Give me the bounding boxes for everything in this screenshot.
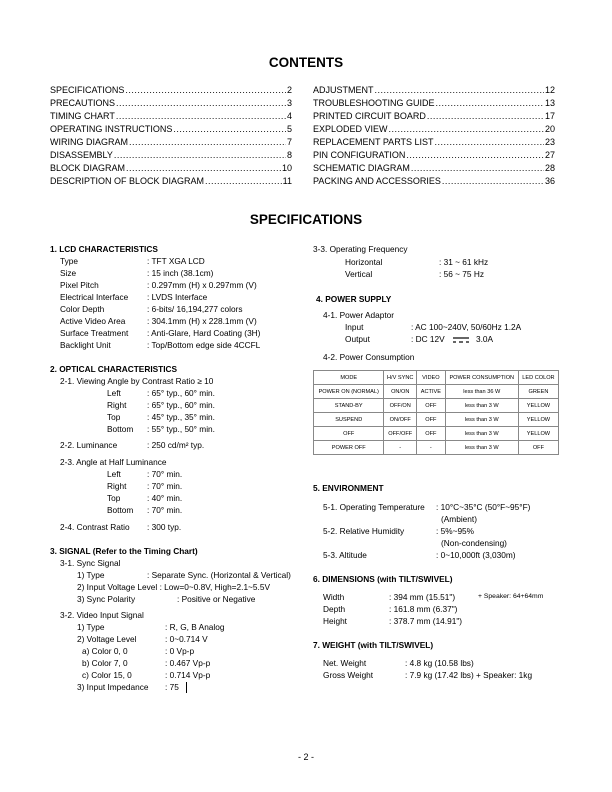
table-cell: GREEN — [518, 385, 558, 399]
toc-entry[interactable]: EXPLODED VIEW ..... 20 — [313, 124, 555, 137]
spec-key: 5-1. Operating Temperature — [323, 502, 425, 512]
spec-title: SPECIFICATIONS — [249, 212, 363, 227]
toc-entry[interactable]: SPECIFICATIONS ..... 2 — [50, 85, 292, 98]
spec-value: : 300 typ. — [147, 522, 182, 532]
spec-value: : 0~0.714 V — [165, 634, 208, 644]
spec-value: : 161.8 mm (6.37") — [389, 604, 458, 614]
spec-key: 5-2. Relative Humidity — [323, 526, 405, 536]
toc-entry[interactable]: PRECAUTIONS ..... 3 — [50, 98, 292, 111]
spec-value: : 65° typ., 60° min. — [147, 388, 215, 398]
table-cell: POWER ON (NORMAL) — [314, 385, 384, 399]
table-cell: less than 3 W — [445, 413, 518, 427]
spec-value: (Non-condensing) — [441, 538, 507, 548]
spec-value: : TFT XGA LCD — [147, 256, 205, 266]
toc-entry[interactable]: TROUBLESHOOTING GUIDE ..... 13 — [313, 98, 555, 111]
table-cell: OFF — [314, 427, 384, 441]
table-cell: SUSPEND — [314, 413, 384, 427]
spec-key: 3) Input Impedance — [77, 682, 149, 692]
toc-entry[interactable]: ADJUSTMENT ..... 12 — [313, 85, 555, 98]
sync-signal-label: 3-1. Sync Signal — [60, 558, 121, 568]
spec-key: c) Color 15, 0 — [82, 670, 132, 680]
toc-entry[interactable]: DESCRIPTION OF BLOCK DIAGRAM ..... 11 — [50, 176, 292, 189]
toc-entry[interactable]: WIRING DIAGRAM ..... 7 — [50, 137, 292, 150]
table-cell: POWER OFF — [314, 441, 384, 455]
spec-value: : 75 — [165, 682, 179, 692]
spec-value: : 304.1mm (H) x 228.1mm (V) — [147, 316, 257, 326]
table-cell: less than 3 W — [445, 399, 518, 413]
toc-entry[interactable]: OPERATING INSTRUCTIONS ..... 5 — [50, 124, 292, 137]
spec-value: : 10°C~35°C (50°F~95°F) — [436, 502, 531, 512]
spec-value: : 7.9 kg (17.42 lbs) + Speaker: 1kg — [405, 670, 533, 680]
adaptor-label: 4-1. Power Adaptor — [323, 310, 395, 320]
spec-key: Depth — [323, 604, 346, 614]
table-cell: OFF/OFF — [384, 427, 417, 441]
toc-entry[interactable]: SCHEMATIC DIAGRAM ..... 28 — [313, 163, 555, 176]
spec-value: : 4.8 kg (10.58 lbs) — [405, 658, 474, 668]
spec-key: Top — [107, 493, 121, 503]
contents-title: CONTENTS — [268, 55, 344, 70]
cursor-mark — [186, 682, 187, 693]
spec-value: : AC 100~240V, 50/60Hz 1.2A — [411, 322, 522, 332]
spec-key: Electrical Interface — [60, 292, 129, 302]
spec-value: : 31 ~ 61 kHz — [439, 257, 489, 267]
table-cell: YELLOW — [518, 427, 558, 441]
table-cell: OFF/ON — [384, 399, 417, 413]
toc-entry[interactable]: PIN CONFIGURATION ..... 27 — [313, 150, 555, 163]
table-cell: OFF — [417, 399, 446, 413]
spec-value: (Ambient) — [441, 514, 477, 524]
spec-key: 1) Type — [77, 622, 105, 632]
spec-value: : 250 cd/m² typ. — [147, 440, 205, 450]
spec-key: Output — [345, 334, 370, 344]
spec-key: Width — [323, 592, 345, 602]
dc-symbol-icon — [452, 336, 470, 344]
spec-value: : 65° typ., 60° min. — [147, 400, 215, 410]
table-row — [314, 385, 559, 399]
table-cell: YELLOW — [518, 413, 558, 427]
spec-value: : R, G, B Analog — [165, 622, 225, 632]
spec-value: : 0.297mm (H) x 0.297mm (V) — [147, 280, 257, 290]
half-luminance-label: 2-3. Angle at Half Luminance — [60, 457, 167, 467]
table-cell: STAND-BY — [314, 399, 384, 413]
consumption-label: 4-2. Power Consumption — [323, 352, 415, 362]
power-consumption-table — [313, 370, 559, 455]
spec-value: : 378.7 mm (14.91") — [389, 616, 463, 626]
signal-heading: 3. SIGNAL (Refer to the Timing Chart) — [50, 546, 198, 556]
toc-left — [50, 85, 292, 189]
video-signal-label: 3-2. Video Input Signal — [60, 610, 144, 620]
spec-key: Left — [107, 388, 121, 398]
spec-key: Height — [323, 616, 347, 626]
spec-key: Gross Weight — [323, 670, 374, 680]
spec-value: : 15 inch (38.1cm) — [147, 268, 214, 278]
spec-key: 2-4. Contrast Ratio — [60, 522, 130, 532]
toc-entry[interactable]: TIMING CHART ..... 4 — [50, 111, 292, 124]
table-cell: ON/ON — [384, 385, 417, 399]
spec-key: 1) Type — [77, 570, 105, 580]
table-row — [314, 441, 559, 455]
table-cell: less than 3 W — [445, 441, 518, 455]
table-cell: YELLOW — [518, 399, 558, 413]
page-number: - 2 - — [297, 752, 314, 762]
spec-key: Pixel Pitch — [60, 280, 99, 290]
toc-entry[interactable]: BLOCK DIAGRAM ..... 10 — [50, 163, 292, 176]
spec-value: : LVDS Interface — [147, 292, 208, 302]
optical-heading: 2. OPTICAL CHARACTERISTICS — [50, 364, 178, 374]
spec-value: 2) Input Voltage Level : Low=0~0.8V, High=2.1~5.5V — [77, 582, 270, 592]
spec-value: : 40° min. — [147, 493, 183, 503]
table-cell: less than 3 W — [445, 427, 518, 441]
toc-entry[interactable]: PRINTED CIRCUIT BOARD ..... 17 — [313, 111, 555, 124]
spec-key: Type — [60, 256, 78, 266]
table-header-cell: LED COLOR — [518, 371, 558, 385]
viewing-angle-label: 2-1. Viewing Angle by Contrast Ratio ≥ 10 — [60, 376, 214, 386]
spec-key: Backlight Unit — [60, 340, 111, 350]
spec-value: : DC 12V — [411, 334, 445, 344]
spec-key: 2) Voltage Level — [77, 634, 137, 644]
spec-value: : 0.714 Vp-p — [165, 670, 211, 680]
spec-value: : 0 Vp-p — [165, 646, 195, 656]
env-heading: 5. ENVIRONMENT — [313, 483, 384, 493]
freq-heading: 3-3. Operating Frequency — [313, 244, 408, 254]
spec-key: a) Color 0, 0 — [82, 646, 128, 656]
toc-right — [313, 85, 555, 189]
spec-value: : 45° typ., 35° min. — [147, 412, 215, 422]
toc-entry[interactable]: PACKING AND ACCESSORIES ..... 36 — [313, 176, 555, 189]
spec-value: : 70° min. — [147, 481, 183, 491]
spec-value: + Speaker: 64+64mm — [478, 593, 544, 600]
spec-value: : 0.467 Vp-p — [165, 658, 211, 668]
lcd-heading: 1. LCD CHARACTERISTICS — [50, 244, 158, 254]
spec-value: : 55° typ., 50° min. — [147, 424, 215, 434]
table-cell: OFF — [518, 441, 558, 455]
spec-key: Right — [107, 481, 127, 491]
spec-key: Bottom — [107, 424, 134, 434]
spec-key: b) Color 7, 0 — [82, 658, 128, 668]
spec-key: Input — [345, 322, 364, 332]
spec-value: : 70° min. — [147, 469, 183, 479]
toc-entry[interactable]: REPLACEMENT PARTS LIST ..... 23 — [313, 137, 555, 150]
spec-key: Right — [107, 400, 127, 410]
weight-heading: 7. WEIGHT (with TILT/SWIVEL) — [313, 640, 434, 650]
toc-entry[interactable]: DISASSEMBLY ..... 8 — [50, 150, 292, 163]
spec-value: : Separate Sync. (Horizontal & Vertical) — [147, 570, 291, 580]
power-heading: 4. POWER SUPPLY — [316, 294, 392, 304]
spec-value: : Top/Bottom edge side 4CCFL — [147, 340, 261, 350]
spec-key: Active Video Area — [60, 316, 126, 326]
table-row — [314, 399, 559, 413]
spec-value: : 70° min. — [147, 505, 183, 515]
spec-key: Color Depth — [60, 304, 105, 314]
spec-key: Surface Treatment — [60, 328, 129, 338]
spec-value: : 6-bits/ 16,194,277 colors — [147, 304, 243, 314]
spec-value: : 56 ~ 75 Hz — [439, 269, 484, 279]
spec-value: 3.0A — [476, 334, 494, 344]
table-cell: less than 36 W — [445, 385, 518, 399]
spec-key: Bottom — [107, 505, 134, 515]
table-cell: - — [384, 441, 417, 455]
dims-heading: 6. DIMENSIONS (with TILT/SWIVEL) — [313, 574, 453, 584]
table-cell: - — [417, 441, 446, 455]
table-header-cell: H/V SYNC — [384, 371, 417, 385]
table-header-row — [314, 371, 559, 385]
spec-value: : 5%~95% — [436, 526, 475, 536]
table-cell: OFF — [417, 427, 446, 441]
spec-key: Left — [107, 469, 121, 479]
table-cell: ON/OFF — [384, 413, 417, 427]
spec-value: : Anti-Glare, Hard Coating (3H) — [147, 328, 261, 338]
table-row — [314, 413, 559, 427]
table-header-cell: POWER CONSUMPTION — [445, 371, 518, 385]
table-row — [314, 427, 559, 441]
spec-key: 3) Sync Polarity — [77, 594, 136, 604]
spec-key: Horizontal — [345, 257, 383, 267]
table-cell: OFF — [417, 413, 446, 427]
table-header-cell: VIDEO — [417, 371, 446, 385]
spec-key: Top — [107, 412, 121, 422]
spec-key: Vertical — [345, 269, 373, 279]
spec-key: 2-2. Luminance — [60, 440, 118, 450]
spec-key: Net. Weight — [323, 658, 367, 668]
spec-value: : 394 mm (15.51") — [389, 592, 456, 602]
spec-value: : Positive or Negative — [177, 594, 256, 604]
table-header-cell: MODE — [314, 371, 384, 385]
spec-value: : 0~10,000ft (3,030m) — [436, 550, 516, 560]
spec-key: 5-3. Altitude — [323, 550, 367, 560]
table-cell: ACTIVE — [417, 385, 446, 399]
spec-key: Size — [60, 268, 77, 278]
